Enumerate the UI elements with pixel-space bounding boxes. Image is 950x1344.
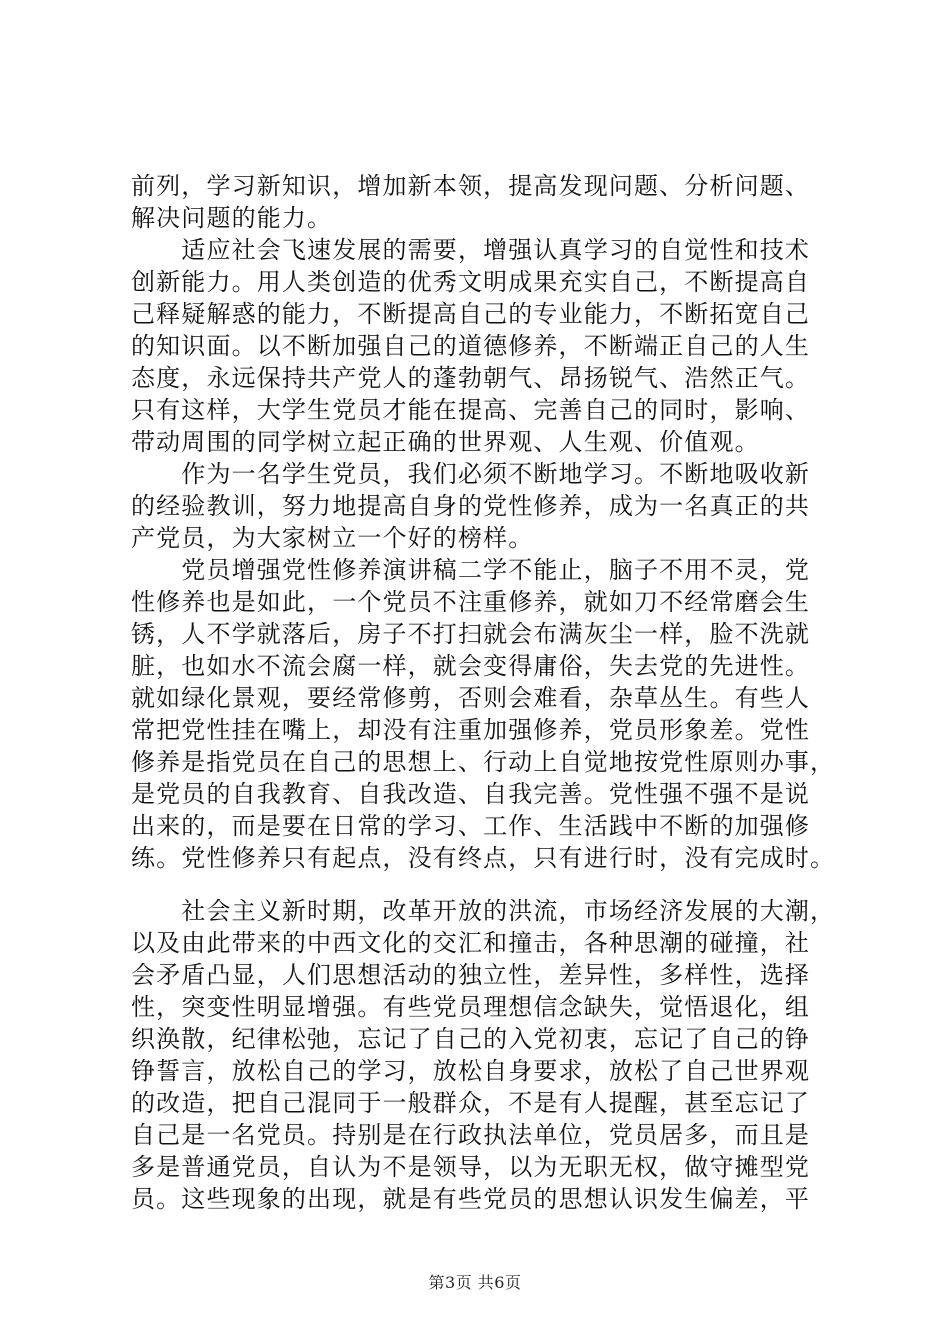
text-line: 多是普通党员，自认为不是领导，以为无职无权，做守摊型党 bbox=[131, 1153, 811, 1181]
text-line: 适应社会飞速发展的需要，增强认真学习的自觉性和技术 bbox=[131, 236, 811, 264]
text-line: 的经验教训，努力地提高自身的党性修养，成为一名真正的共 bbox=[131, 492, 811, 520]
text-line: 社会主义新时期，改革开放的洪流，市场经济发展的大潮， bbox=[131, 897, 836, 925]
text-line: 作为一名学生党员，我们必须不断地学习。不断地吸收新 bbox=[131, 460, 811, 488]
text-line: 锈，人不学就落后，房子不打扫就会布满灰尘一样，脸不洗就 bbox=[131, 620, 811, 648]
text-line: 解决问题的能力。 bbox=[131, 204, 333, 232]
text-line: 员。这些现象的出现，就是有些党员的思想认识发生偏差，平 bbox=[131, 1185, 811, 1213]
text-line: 是党员的自我教育、自我改造、自我完善。党性强不强不是说 bbox=[131, 780, 811, 808]
text-line: 练。党性修养只有起点，没有终点，只有进行时，没有完成时。 bbox=[131, 844, 836, 872]
text-line: 自己是一名党员。持别是在行政执法单位，党员居多，而且是 bbox=[131, 1121, 811, 1149]
text-line: 态度，永远保持共产党人的蓬勃朝气、昂扬锐气、浩然正气。 bbox=[131, 364, 811, 392]
text-line: 以及由此带来的中西文化的交汇和撞击，各种思潮的碰撞，社 bbox=[131, 929, 811, 957]
text-line: 会矛盾凸显，人们思想活动的独立性，差异性，多样性，选择 bbox=[131, 961, 811, 989]
text-line: 产党员，为大家树立一个好的榜样。 bbox=[131, 524, 534, 552]
text-line: 的知识面。以不断加强自己的道德修养，不断端正自己的人生 bbox=[131, 332, 811, 360]
text-line: 党员增强党性修养演讲稿二学不能止，脑子不用不灵，党 bbox=[131, 556, 811, 584]
paragraph-gap bbox=[131, 874, 831, 895]
text-line: 带动周围的同学树立起正确的世界观、人生观、价值观。 bbox=[131, 428, 760, 456]
text-line: 只有这样，大学生党员才能在提高、完善自己的同时，影响、 bbox=[131, 396, 811, 424]
text-line: 性修养也是如此，一个党员不注重修养，就如刀不经常磨会生 bbox=[131, 588, 811, 616]
text-line: 就如绿化景观，要经常修剪，否则会难看，杂草丛生。有些人 bbox=[131, 684, 811, 712]
text-line: 铮誓言，放松自己的学习，放松自身要求，放松了自己世界观 bbox=[131, 1057, 811, 1085]
text-line: 创新能力。用人类创造的优秀文明成果充实自己，不断提高自 bbox=[131, 268, 811, 296]
text-line: 常把党性挂在嘴上，却没有注重加强修养，党员形象差。党性 bbox=[131, 716, 811, 744]
text-line: 织涣散，纪律松弛，忘记了自己的入党初衷，忘记了自己的铮 bbox=[131, 1025, 811, 1053]
text-line: 修养是指党员在自己的思想上、行动上自觉地按党性原则办事， bbox=[131, 748, 836, 776]
text-line: 前列，学习新知识，增加新本领，提高发现问题、分析问题、 bbox=[131, 172, 811, 200]
page-number-footer: 第3页 共6页 bbox=[428, 1273, 522, 1292]
text-line: 出来的，而是要在日常的学习、工作、生活践中不断的加强修 bbox=[131, 812, 811, 840]
text-line: 脏，也如水不流会腐一样，就会变得庸俗，失去党的先进性。 bbox=[131, 652, 811, 680]
text-line: 的改造，把自己混同于一般群众，不是有人提醒，甚至忘记了 bbox=[131, 1089, 811, 1117]
document-body bbox=[131, 170, 836, 1215]
text-line: 己释疑解惑的能力，不断提高自己的专业能力，不断拓宽自己 bbox=[131, 300, 811, 328]
text-line: 性，突变性明显增强。有些党员理想信念缺失，觉悟退化，组 bbox=[131, 993, 811, 1021]
